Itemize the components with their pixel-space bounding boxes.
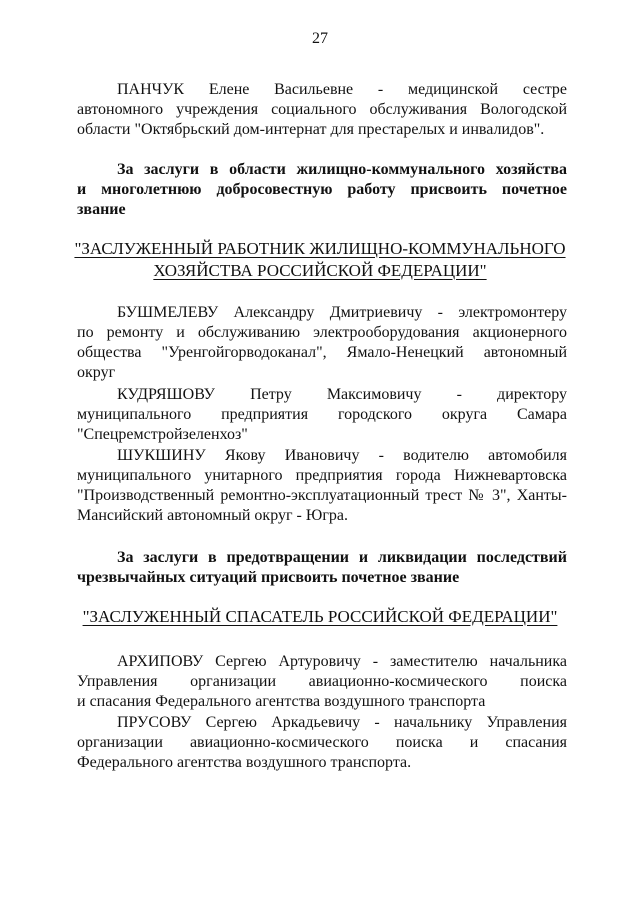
text-line: муниципального унитарного предприятия города Нижневартовска — [77, 467, 567, 484]
text-line: КУДРЯШОВУ Петру Максимовичу - директору — [117, 386, 567, 403]
heading-line: и многолетнюю добросовестную работу присвоить почетное — [77, 181, 567, 198]
section-heading-housing — [77, 160, 567, 220]
text-line: Мансийский автономный округ - Югра. — [77, 507, 348, 524]
title-line: "ЗАСЛУЖЕННЫЙ РАБОТНИК ЖИЛИЩНО-КОММУНАЛЬНОГО — [74, 239, 566, 258]
text-line: АРХИПОВУ Сергею Артуровичу - заместителю начальника — [117, 653, 567, 670]
text-line: и спасания Федерального агентства воздушного транспорта — [77, 693, 486, 710]
title-line: ХОЗЯЙСТВА РОССИЙСКОЙ ФЕДЕРАЦИИ" — [153, 261, 487, 280]
heading-line: За заслуги в области жилищно-коммунального хозяйства — [117, 161, 567, 178]
honorary-title-rescuer — [0, 606, 640, 628]
award-entry-kudryashov — [77, 385, 567, 445]
text-line: области "Октябрьский дом-интернат для престарелых и инвалидов". — [77, 121, 545, 138]
section-heading-emergency — [77, 548, 567, 588]
text-line: округ — [77, 364, 116, 381]
award-entry-arkhipov — [77, 652, 567, 712]
page-number: 27 — [312, 30, 328, 47]
text-line: по ремонту и обслуживанию электрооборудования акционерного — [77, 324, 567, 341]
text-line: Федерального агентства воздушного транспорта. — [77, 754, 412, 771]
award-entry-shukshin — [77, 446, 567, 526]
text-line: "Спецремстройзеленхоз" — [77, 426, 248, 443]
award-entry-bushmelev — [77, 303, 567, 383]
text-line: муниципального предприятия городского округа Самара — [77, 406, 567, 423]
heading-line: чрезвычайных ситуаций присвоить почетное звание — [77, 569, 460, 586]
text-line: БУШМЕЛЕВУ Александру Дмитриевичу - электромонтеру — [117, 304, 567, 321]
award-entry-panchuk — [77, 80, 567, 140]
text-line: ПРУСОВУ Сергею Аркадьевичу - начальнику Управления — [117, 714, 567, 731]
award-entry-prusov — [77, 713, 567, 773]
heading-line: звание — [77, 201, 126, 218]
text-line: "Производственный ремонтно-эксплуатационный трест № 3", Ханты- — [77, 487, 567, 504]
text-line: ПАНЧУК Елене Васильевне - медицинской сестре — [117, 81, 567, 98]
title-line: "ЗАСЛУЖЕННЫЙ СПАСАТЕЛЬ РОССИЙСКОЙ ФЕДЕРАЦИИ" — [82, 607, 558, 626]
text-line: общества "Уренгойгорводоканал", Ямало-Ненецкий автономный — [77, 344, 567, 361]
text-line: ШУКШИНУ Якову Ивановичу - водителю автомобиля — [117, 447, 567, 464]
text-line: автономного учреждения социального обслуживания Вологодской — [77, 101, 567, 118]
text-line: Управления организации авиационно-космического поиска — [77, 673, 567, 690]
heading-line: За заслуги в предотвращении и ликвидации последствий — [117, 549, 567, 566]
text-line: организации авиационно-космического поиска и спасания — [77, 734, 567, 751]
honorary-title-housing — [0, 238, 640, 282]
